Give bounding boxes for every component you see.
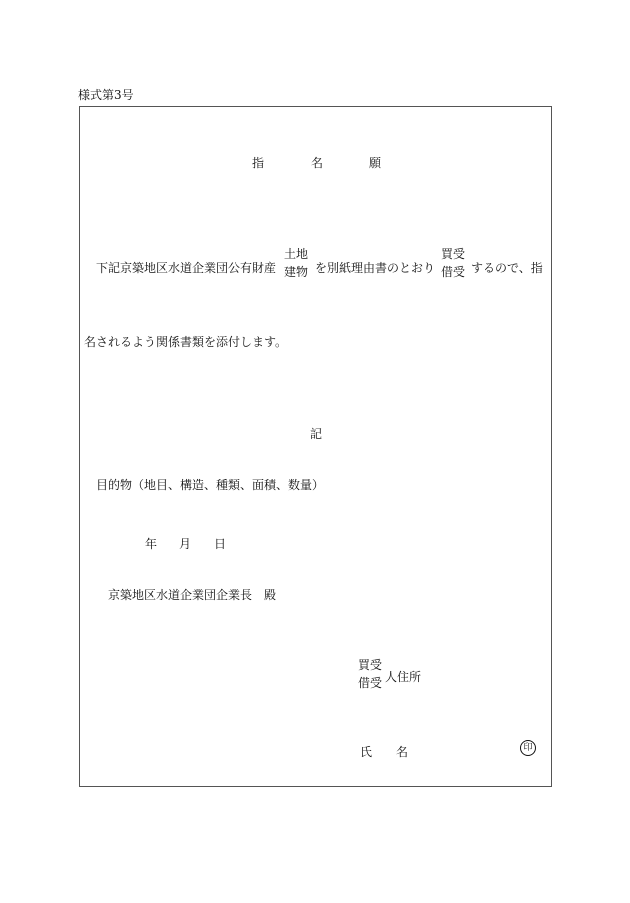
title-char: 願 (369, 156, 382, 170)
date-month-label: 月 (179, 537, 192, 551)
transaction-option-purchase: 買受 (441, 247, 466, 261)
request-text-part4: 名されるよう関係書類を添付します。 (84, 335, 288, 349)
purpose-label: 目的物（地目、構造、種類、面積、数量） (96, 478, 325, 492)
date-day-label: 日 (214, 537, 227, 551)
applicant-option-lease: 借受 (358, 676, 383, 690)
form-number: 様式第3号 (78, 88, 134, 102)
transaction-option-lease: 借受 (441, 265, 466, 279)
property-option-building: 建物 (284, 265, 309, 279)
seal-icon: 印 (520, 740, 536, 756)
applicant-option-purchase: 買受 (358, 658, 383, 672)
request-text-part3: するので、指 (471, 261, 543, 275)
applicant-role-options (358, 656, 382, 692)
date-year-label: 年 (145, 537, 158, 551)
title-char: 名 (311, 156, 324, 170)
addressee: 京築地区水道企業団企業長 殿 (108, 588, 277, 602)
name-label-char: 名 (396, 745, 409, 759)
property-option-land: 土地 (284, 247, 309, 261)
request-text-part1: 下記京築地区水道企業団公有財産 (96, 261, 277, 275)
property-type-options (284, 245, 308, 281)
transaction-type-options (441, 245, 465, 281)
form-frame (79, 106, 552, 787)
address-label: 人住所 (385, 670, 422, 684)
request-text-part2: を別紙理由書のとおり (315, 261, 436, 275)
ki-heading: 記 (310, 427, 323, 441)
name-label-char: 氏 (360, 745, 373, 759)
title-char: 指 (252, 156, 265, 170)
